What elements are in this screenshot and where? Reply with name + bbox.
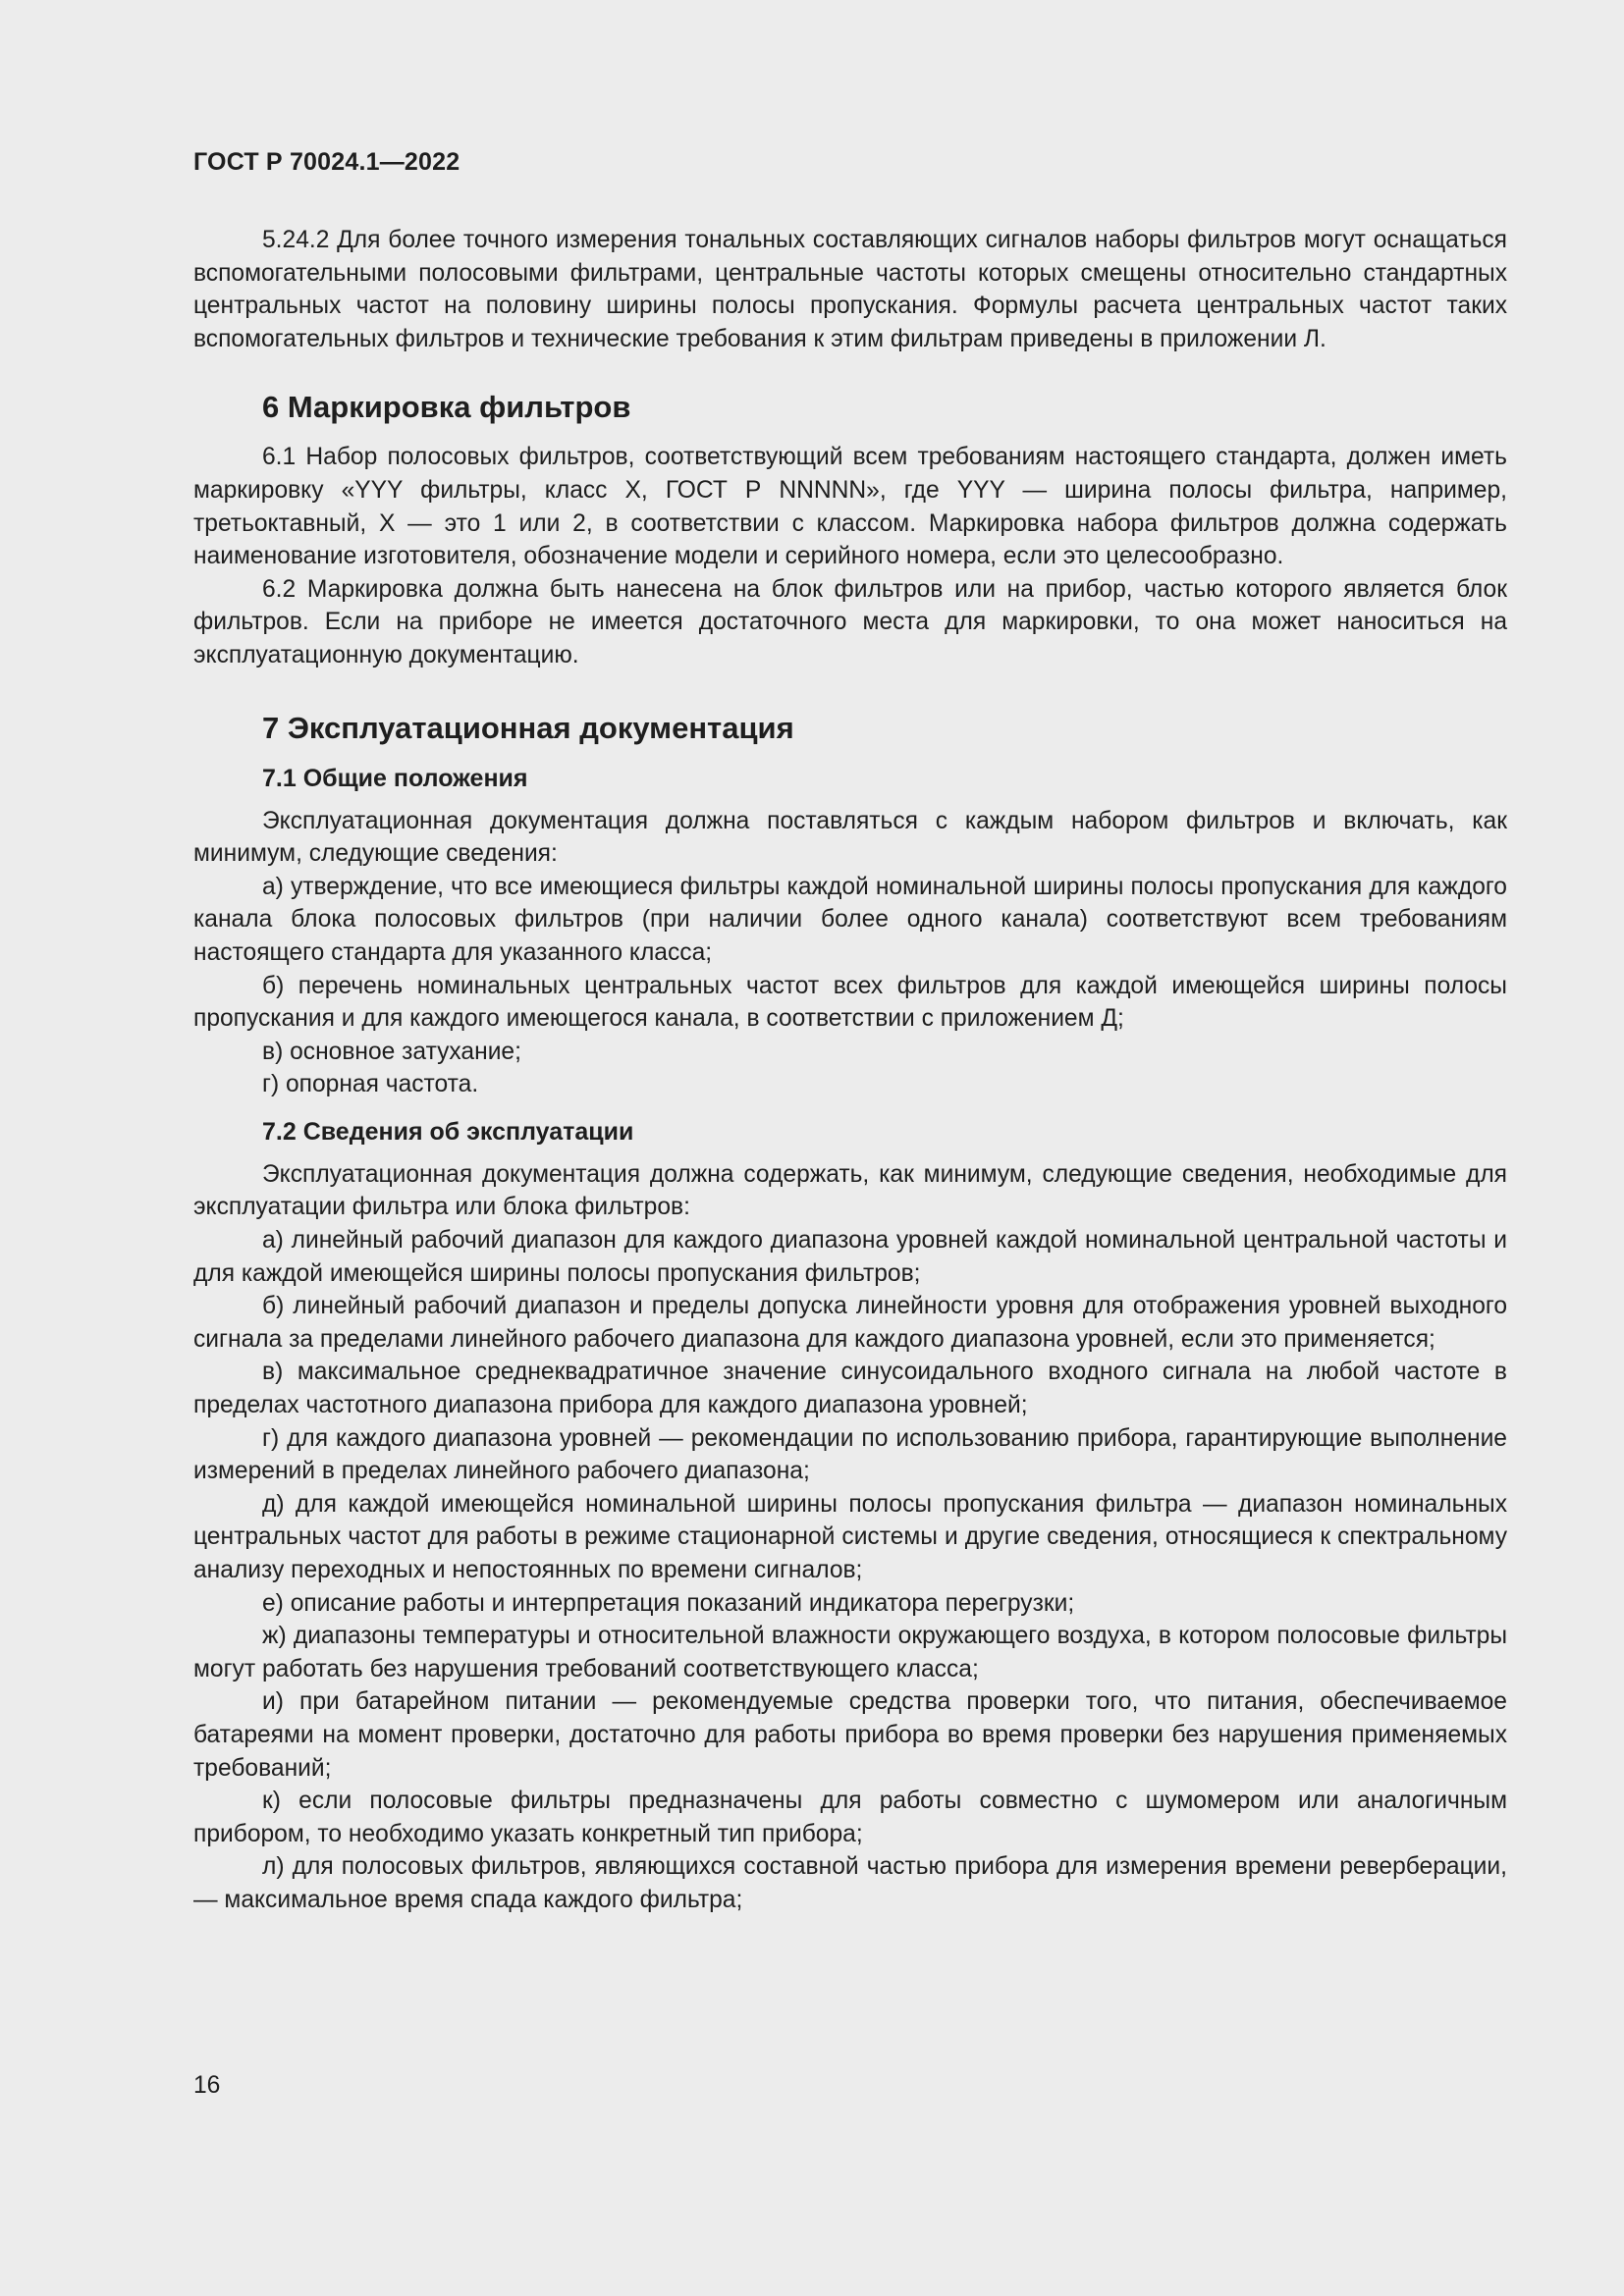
paragraph-5-24-2: 5.24.2 Для более точного измерения тональных составляющих сигналов наборы фильтров могут оснащаться вспомогательными полосовыми фильтрами, центральные частоты которых смещены относительно стандартных центральных частот на половину ширины полосы пропускания. Формулы расчета центральных частот таких вспомогательных фильтров и технические требования к этим фильтрам приведены в приложении Л. [193, 227, 1507, 352]
subsection-7-2-heading: 7.2 Сведения об эксплуатации [262, 1117, 634, 1146]
list-item-7-1-b: б) перечень номинальных центральных частот всех фильтров для каждой имеющейся ширины полосы пропускания и для каждого имеющегося канала, в соответствии с приложением Д; [193, 972, 1507, 1033]
list-item-7-2-v: в) максимальное среднеквадратичное значение синусоидального входного сигнала на любой частоте в пределах частотного диапазона прибора для каждого диапазона уровней; [193, 1359, 1507, 1419]
list-item-7-1-a: а) утверждение, что все имеющиеся фильтры каждой номинальной ширины полосы пропускания для каждого канала блока полосовых фильтров (при наличии более одного канала) соответствуют всем требованиям настоящего стандарта для указанного класса; [193, 873, 1507, 966]
list-item-7-2-g: г) для каждого диапазона уровней — рекомендации по использованию прибора, гарантирующие выполнение измерений в пределах линейного рабочего диапазона; [193, 1424, 1507, 1485]
list-item-7-2-e: е) описание работы и интерпретация показаний индикатора перегрузки; [262, 1589, 1075, 1617]
page-number: 16 [193, 2072, 221, 2099]
list-item-7-2-b: б) линейный рабочий диапазон и пределы допуска линейности уровня для отображения уровней выходного сигнала за пределами линейного рабочего диапазона для каждого диапазона уровней, если это применяется; [193, 1293, 1507, 1353]
list-item-7-2-l: л) для полосовых фильтров, являющихся составной частью прибора для измерения времени реверберации, — максимальное время спада каждого фильтра; [193, 1853, 1507, 1913]
document-page [193, 0, 1507, 2296]
list-item-7-1-g: г) опорная частота. [262, 1071, 479, 1098]
paragraph-6-1: 6.1 Набор полосовых фильтров, соответствующий всем требованиям настоящего стандарта, должен иметь маркировку «YYY фильтры, класс X, ГОСТ Р NNNNN», где YYY — ширина полосы фильтра, например, третьоктавный, X — это 1 или 2, в соответствии с классом. Маркировка набора фильтров должна содержать наименование изготовителя, обозначение модели и серийного номера, если это целесообразно. [193, 444, 1507, 570]
section-7-heading: 7 Эксплуатационная документация [262, 710, 794, 745]
list-item-7-1-v: в) основное затухание; [262, 1038, 521, 1065]
list-item-7-2-i: и) при батарейном питании — рекомендуемые средства проверки того, что питания, обеспечиваемое батареями на момент проверки, достаточно для работы прибора во время проверки без нарушения применяемых требований; [193, 1688, 1507, 1782]
list-item-7-2-zh: ж) диапазоны температуры и относительной влажности окружающего воздуха, в котором полосовые фильтры могут работать без нарушения требований соответствующего класса; [193, 1623, 1507, 1682]
list-item-7-2-d: д) для каждой имеющейся номинальной ширины полосы пропускания фильтра — диапазон номинальных центральных частот для работы в режиме стационарной системы и другие сведения, относящиеся к спектральному анализу переходных и непостоянных по времени сигналов; [193, 1490, 1507, 1583]
subsection-7-1-heading: 7.1 Общие положения [262, 764, 528, 792]
paragraph-7-1-intro: Эксплуатационная документация должна поставляться с каждым набором фильтров и включать, как минимум, следующие сведения: [193, 807, 1507, 868]
paragraph-6-2: 6.2 Маркировка должна быть нанесена на блок фильтров или на прибор, частью которого является блок фильтров. Если на приборе не имеется достаточного места для маркировки, то она может наноситься на эксплуатационную документацию. [193, 575, 1507, 668]
document-header: ГОСТ Р 70024.1—2022 [193, 148, 460, 176]
list-item-7-2-k: к) если полосовые фильтры предназначены для работы совместно с шумомером или аналогичным прибором, то необходимо указать конкретный тип прибора; [193, 1788, 1507, 1847]
list-item-7-2-a: а) линейный рабочий диапазон для каждого диапазона уровней каждой номинальной центральной частоты и для каждой имеющейся ширины полосы пропускания фильтров; [193, 1227, 1507, 1287]
document-body [193, 224, 1507, 1917]
paragraph-7-2-intro: Эксплуатационная документация должна содержать, как минимум, следующие сведения, необходимые для эксплуатации фильтра или блока фильтров: [193, 1160, 1507, 1221]
section-6-heading: 6 Маркировка фильтров [262, 390, 631, 425]
